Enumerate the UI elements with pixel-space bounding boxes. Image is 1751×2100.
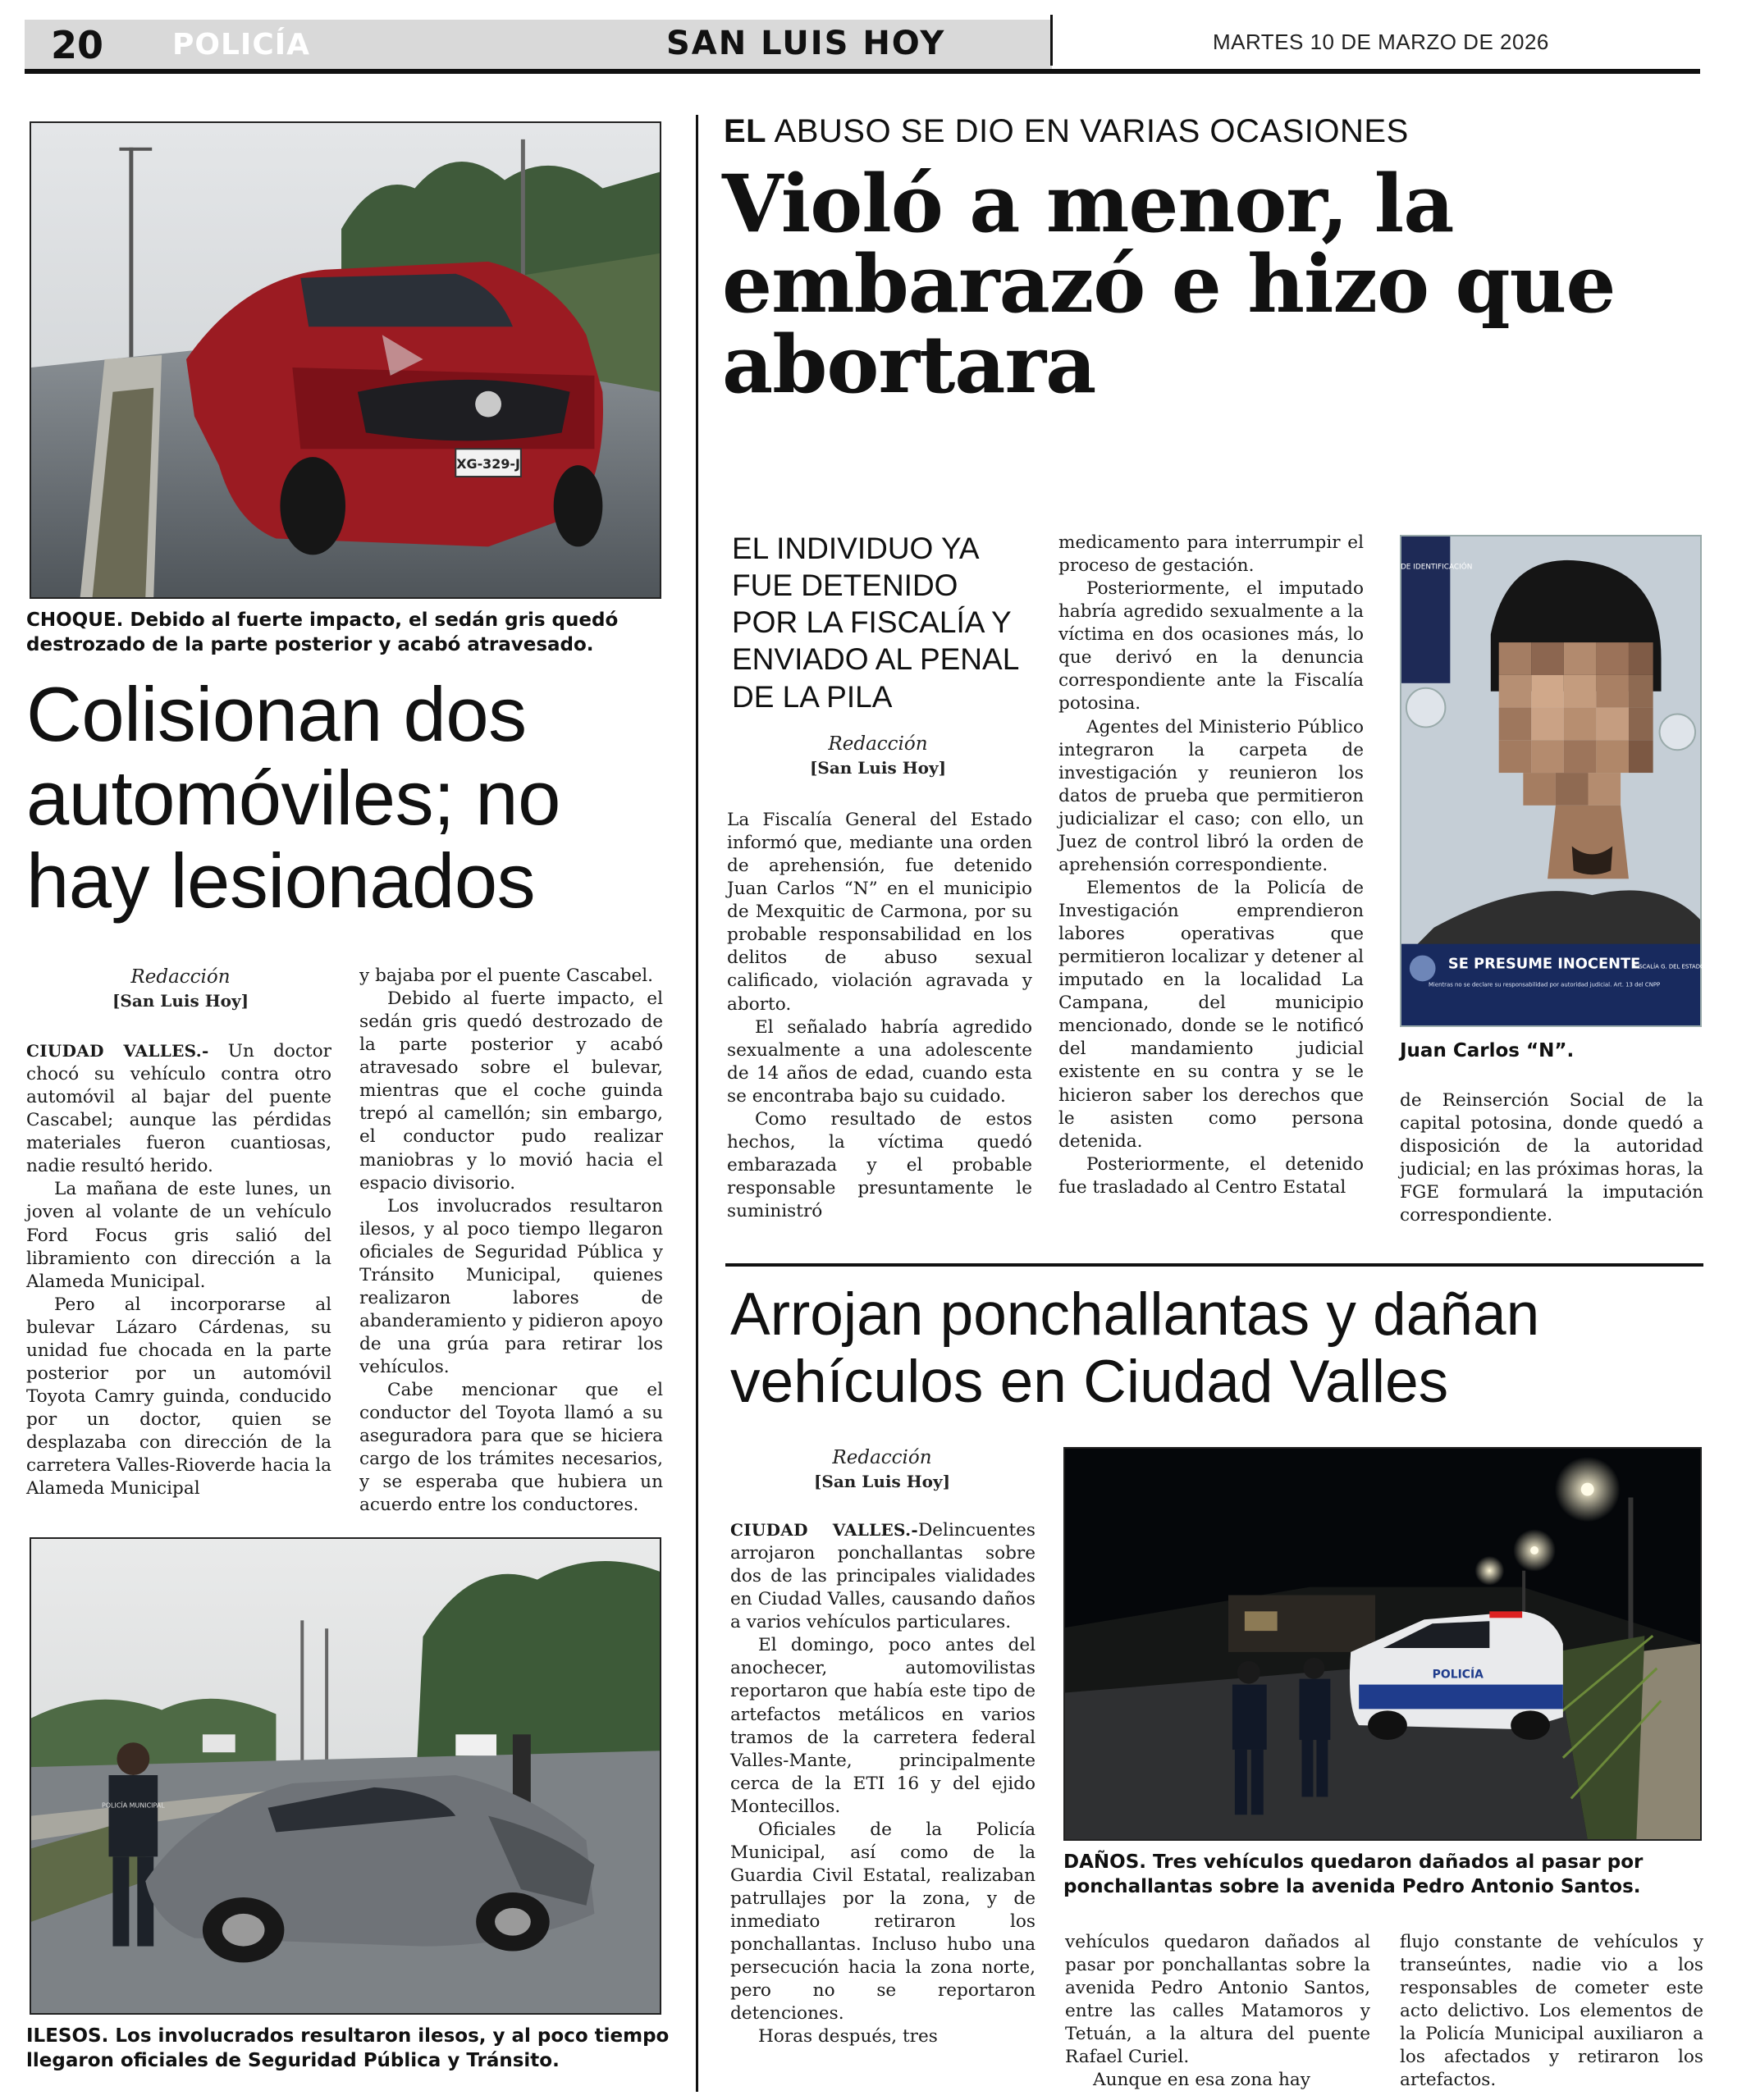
headline-abuse: Violó a menor, la embarazó e hizo que abortara (722, 158, 1616, 411)
byline-org: [San Luis Hoy] (813, 1472, 951, 1492)
caption-label: CHOQUE. (26, 609, 124, 631)
paragraph: Agentes del Ministerio Público integraron la carpeta de investigación y reunieron los datos de prueba que permitieron judicializar el caso; con ello, un Juez de control libró la orden de aprehensión correspondiente. (1058, 716, 1364, 875)
paragraph: Delincuentes arrojaron ponchallantas sobre dos de las principales vialidades en Ciudad Valles, causando daños a varios vehículos particulares. (730, 1520, 1036, 1633)
story1-column-1 (26, 1040, 331, 1500)
section-label: POLICÍA (172, 28, 310, 62)
header-rule (25, 69, 1700, 74)
photo-mugshot (1378, 535, 1705, 1027)
photo2-caption (26, 2025, 674, 2074)
mugshot-caption: Juan Carlos “N”. (1400, 1040, 1575, 1061)
paragraph: vehículos quedaron dañados al pasar por ponchallantas sobre la avenida Pedro Antonio Santos, entre las calles Matamoros y Tetuán, a la altura del puente Rafael Curiel. (1065, 1932, 1370, 2068)
caption-label: ILESOS. (26, 2025, 109, 2047)
caption-text: Los involucrados resultaron ilesos, y al poco tiempo llegaron oficiales de Seguridad Pública y Tránsito. (26, 2025, 670, 2071)
paragraph: El domingo, poco antes del anochecer, automovilistas reportaron que había este tipo de artefactos metálicos en varios tramos de la carretera federal Valles-Mante, principalmente cerca de la ETI 16 y del ejido Montecillos. (730, 1635, 1036, 1817)
photo-grey-car (30, 1537, 661, 2015)
photo-night-patrol (1063, 1447, 1702, 1841)
mug-label: SE PRESUME INOCENTE (1447, 955, 1641, 973)
header-separator (1050, 15, 1053, 66)
paragraph: Oficiales de la Policía Municipal, así como de la Guardia Civil Estatal, realizaban patrullajes por la zona, y de inmediato retiraron los ponchallantas. Incluso hubo una persecución hacia la zona norte, pero no se reportaron detenciones. (730, 1819, 1036, 2025)
caption-label: DAÑOS. (1063, 1851, 1146, 1873)
headline-ponchallantas: Arrojan ponchallantas y dañan vehículos en Ciudad Valles (730, 1281, 1540, 1415)
masthead: SAN LUIS HOY (666, 25, 946, 62)
paragraph: Pero al incorporarse al bulevar Lázaro Cárdenas, su unidad fue chocada en la parte posterior por un automóvil Toyota Camry guinda, conducido por un doctor, quien se desplazaba con dirección de la carretera Valles-Rioverde hacia la Alameda Municipal (26, 1294, 331, 1500)
paragraph: Debido al fuerte impacto, el sedán gris quedó destrozado de la parte posterior y acabó atravesado sobre el bulevar, mientras que el coche guinda trepó al camellón; sin embargo, el conductor pudo realizar maniobras y lo movió hacia el espacio divisorio. (359, 988, 663, 1194)
paragraph: Aunque en esa zona hay (1093, 2070, 1310, 2091)
byline-org: [San Luis Hoy] (809, 758, 947, 778)
byline-story1 (98, 965, 263, 1012)
paragraph: medicamento para interrumpir el proceso de gestación. (1058, 532, 1364, 577)
photo3-caption (1063, 1851, 1703, 1900)
story2-column-2 (1058, 532, 1364, 1199)
caption-text: Tres vehículos quedaron dañados al pasar por ponchallantas sobre la avenida Pedro Antonio Santos. (1063, 1851, 1644, 1897)
paragraph: Los involucrados resultaron ilesos, y al poco tiempo llegaron oficiales de Seguridad Pública y Tránsito Municipal, quienes realizaron labores de abanderamiento y pidieron apoyo de una grúa para retirar los vehículos. (359, 1195, 663, 1378)
byline-story2 (788, 732, 968, 779)
paragraph: de Reinserción Social de la capital potosina, donde quedó a disposición de la autoridad judicial; en las próximas horas, la FGE formulará la imputación correspondiente. (1400, 1090, 1703, 1226)
deck-story2: EL INDIVIDUO YA FUE DETENIDO POR LA FISCALÍA Y ENVIADO AL PENAL DE LA PILA (732, 532, 1018, 714)
section-rule (725, 1263, 1703, 1267)
byline-author: Redacción (832, 1447, 932, 1468)
byline-org: [San Luis Hoy] (112, 991, 249, 1011)
story3-column-2 (1065, 1931, 1370, 2092)
byline-author: Redacción (130, 966, 231, 988)
column-divider (696, 115, 698, 2092)
paragraph: El señalado habría agredido sexualmente a una adolescente de 14 años de edad, cuando esta se encontraba bajo su cuidado. (727, 1016, 1032, 1107)
caption-text: Debido al fuerte impacto, el sedán gris quedó destrozado de la parte posterior y acabó atravesado. (26, 609, 619, 655)
paragraph: flujo constante de vehículos y transeúntes, nadie vio a los responsables de cometer este acto delictivo. Los elementos de la Policía Municipal auxiliaron a los afectados y retiraron los artefactos. (1400, 1932, 1703, 2091)
dateline: CIUDAD VALLES.- (730, 1520, 918, 1540)
license-plate: XG-329-J (456, 456, 520, 472)
headline-collision: Colisionan dos automóviles; no hay lesionados (26, 671, 560, 924)
paragraph: y bajaba por el puente Cascabel. (359, 966, 654, 986)
paragraph: Horas después, tres (758, 2026, 938, 2048)
page-number: 20 (51, 23, 104, 67)
police-vest-text: POLICÍA MUNICIPAL (102, 1801, 165, 1810)
paragraph: Cabe mencionar que el conductor del Toyota llamó a su aseguradora para que se hiciera cargo de los trámites necesarios, y se esperaba que hubiera un acuerdo entre los conductores. (359, 1380, 663, 1516)
dateline: CIUDAD VALLES.- (26, 1041, 209, 1061)
kicker-bold: EL (724, 113, 767, 149)
story3-column-1 (730, 1519, 1036, 2048)
story3-column-3 (1400, 1931, 1703, 2092)
paragraph: Un doctor chocó su vehículo contra otro automóvil al bajar del puente Cascabel; aunque las pérdidas materiales fueron cuantiosas, nadie resultó herido. (26, 1041, 331, 1177)
photo-red-car (30, 121, 661, 599)
mug-corner: FISCALÍA G. DEL ESTADO (1634, 963, 1705, 970)
story2-column-3 (1400, 1089, 1703, 1227)
issue-date: MARTES 10 DE MARZO DE 2026 (1213, 30, 1549, 54)
paragraph: Posteriormente, el detenido fue trasladado al Centro Estatal (1058, 1153, 1364, 1198)
mug-board: SALA DE IDENTIFICACIÓN (1378, 563, 1473, 572)
byline-story3 (788, 1445, 976, 1493)
paragraph: Como resultado de estos hechos, la víctima quedó embarazada y el probable responsable presuntamente le suministró (727, 1108, 1032, 1222)
photo1-caption (26, 609, 666, 658)
paragraph: Elementos de la Policía de Investigación emprendieron labores operativas que permitieron localizar y detener al imputado en la localidad La Campana, del municipio mencionado, donde se le notificó del mandamiento judicial existente en su contra y se le hicieron saber los derechos que le asisten como persona detenida. (1058, 877, 1364, 1152)
mug-sublabel: Mientras no se declare su responsabilidad por autoridad judicial. Art. 13 del CNPP (1428, 981, 1661, 988)
kicker-text: ABUSO SE DIO EN VARIAS OCASIONES (766, 113, 1409, 149)
kicker-story2 (724, 113, 1409, 150)
story1-column-2 (359, 965, 663, 1518)
paragraph: La Fiscalía General del Estado informó que, mediante una orden de aprehensión, fue detenido Juan Carlos “N” en el municipio de Mexquitic de Carmona, por su probable responsabilidad en los delitos de abuso sexual calificado, violación agravada y aborto. (727, 810, 1032, 1015)
paragraph: Posteriormente, el imputado habría agredido sexualmente a la víctima en dos ocasiones más, lo que derivó en la denuncia correspondiente ante la Fiscalía potosina. (1058, 578, 1364, 714)
story2-column-1 (727, 809, 1032, 1223)
paragraph: La mañana de este lunes, un joven al volante de un vehículo Ford Focus gris salió del libramiento con dirección a la Alameda Municipal. (26, 1179, 331, 1292)
byline-author: Redacción (828, 733, 928, 755)
patrol-text: POLICÍA (1432, 1668, 1484, 1682)
